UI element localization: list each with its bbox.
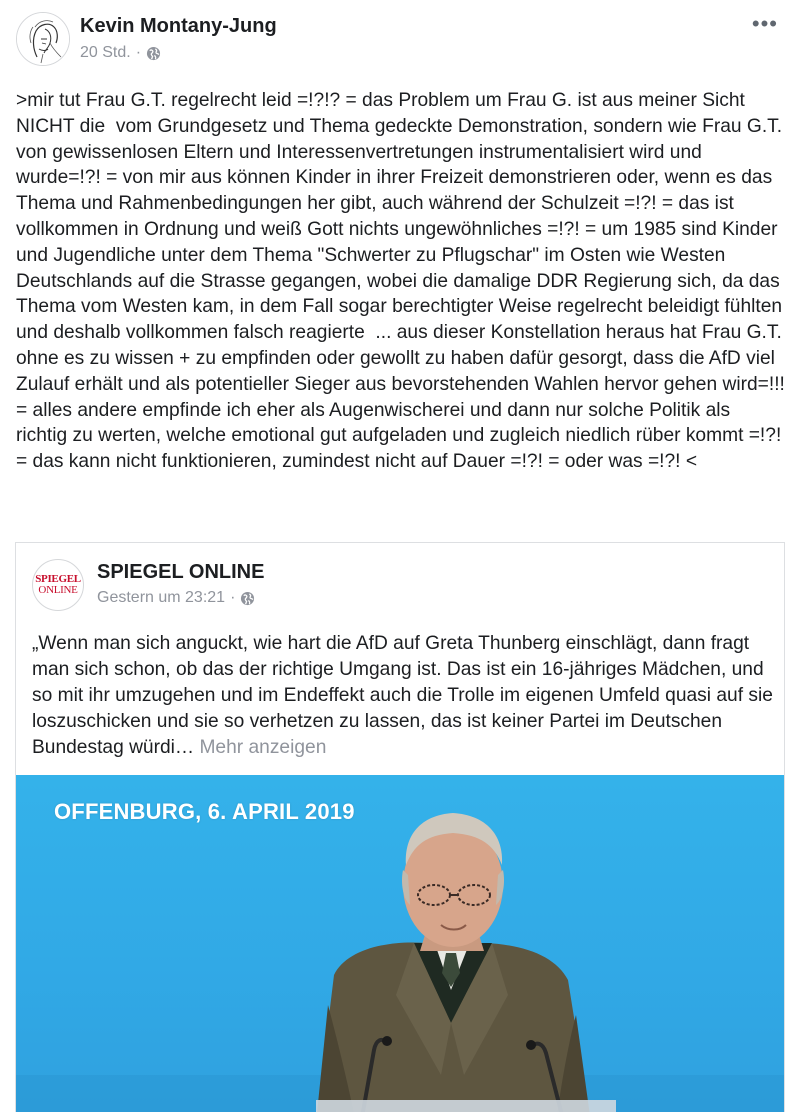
shared-page-name[interactable]: SPIEGEL ONLINE	[97, 561, 265, 583]
more-options-icon[interactable]: •••	[751, 11, 778, 36]
see-more-link[interactable]: Mehr anzeigen	[199, 737, 327, 758]
shared-post-text	[32, 631, 782, 761]
spiegel-logo-line1: SPIEGEL	[35, 573, 81, 585]
author-avatar[interactable]	[16, 12, 70, 66]
post-meta	[80, 44, 161, 62]
meta-separator: ·	[135, 44, 142, 61]
meta-separator: ·	[230, 589, 236, 606]
globe-icon[interactable]	[240, 591, 255, 606]
post-timestamp[interactable]: 20 Std.	[80, 44, 131, 61]
shared-timestamp[interactable]: Gestern um 23:21	[97, 589, 226, 606]
shared-meta	[97, 589, 255, 607]
post-header	[16, 12, 780, 72]
video-caption: OFFENBURG, 6. APRIL 2019	[54, 799, 355, 824]
speaker-video-frame	[16, 775, 785, 1112]
sketch-portrait-icon	[17, 13, 70, 66]
shared-post[interactable]	[15, 542, 785, 1112]
spiegel-logo-line2: ONLINE	[38, 584, 78, 596]
video-player[interactable]	[16, 775, 785, 1112]
post-text: >mir tut Frau G.T. regelrecht leid =!?!? = das Problem um Frau G. ist aus meiner Sicht NICHT die vom Grundgesetz und Thema gedeckte Demonstration, sondern wie Frau G.T. von gewissenlosen Eltern und Interessenvertretungen instrumentalisiert wird und wurde=!?! = von mir aus können Kinder in ihrer Freizeit demonstrieren oder, wenn es das Thema und Rahmenbedingungen her gibt, auch während der Schulzeit =!?! = das ist vollkommen in Ordnung und weiß Gott nichts ungewöhnliches =!?! = um 1985 sind Kinder und Jugendliche unter dem Thema "Schwerter zu Pflugschar" im Osten wie Westen Deutschlands auf die Strasse gegangen, wobei die damalige DDR Regierung sich, da das Thema vom Westen kam, in dem Fall sogar berechtigter Weise regelrecht beleidigt fühlten und deshalb vollkommen falsch reagierte ... aus dieser Konstellation heraus hat Frau G.T. ohne es zu wissen + zu empfinden oder gewollt zu haben dafür gesorgt, dass die AfD viel Zulauf erhält und als potentieller Sieger aus bevorstehenden Wahlen hervor gehen wird=!!! = alles andere empfinde ich eher als Augenwischerei und dann nur solche Politik als richtig zu werten, welche emotional gut aufgeladen und zugleich niedlich rüber kommt =!?! = das kann nicht funktionieren, zumindest nicht auf Dauer =!?! = oder was =!?! <	[16, 90, 791, 473]
shared-text-body: „Wenn man sich anguckt, wie hart die AfD auf Greta Thunberg einschlägt, dann fragt man sich schon, ob das der richtige Umgang ist. Das ist ein 16-jähriges Mädchen, und so mit ihr umzugehen und im Endeffekt auch die Trolle im eigenen Umfeld quasi auf sie loszuschicken und sie so verhetzen zu lassen, das ist keiner Partei im Deutschen Bundestag würdi…	[32, 633, 773, 758]
post-author-name[interactable]: Kevin Montany-Jung	[80, 15, 277, 37]
globe-icon[interactable]	[146, 46, 161, 61]
shared-page-avatar[interactable]	[32, 559, 84, 611]
